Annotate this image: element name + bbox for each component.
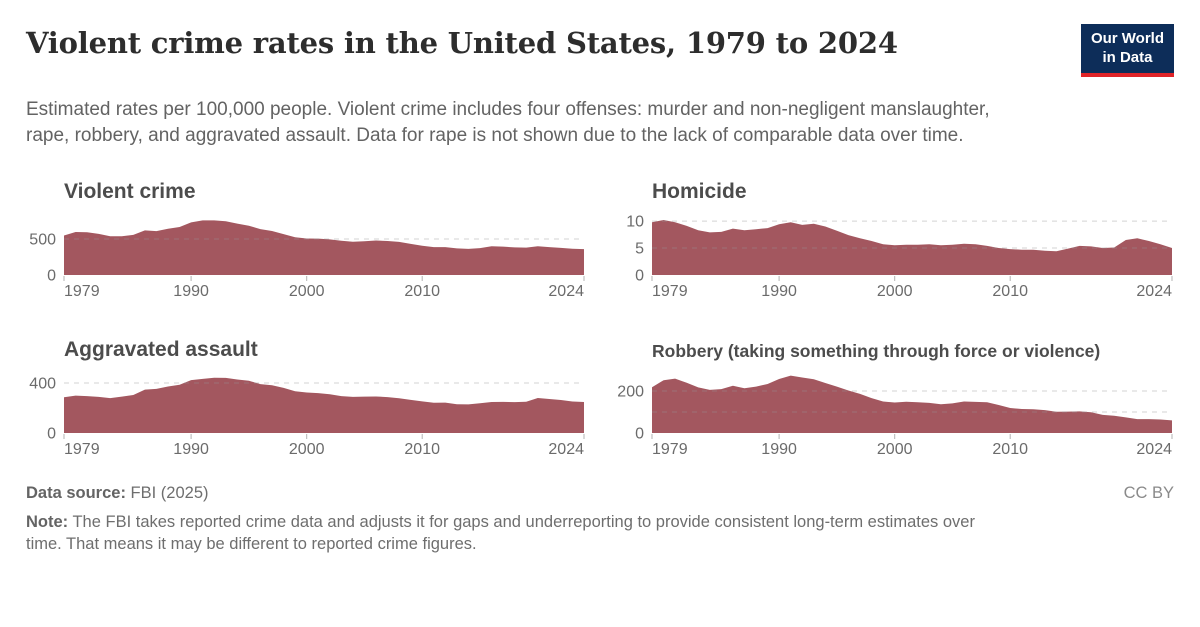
chart-aggravated-assault: [26, 332, 586, 460]
homicide-area-chart: [614, 210, 1174, 302]
logo-text-line1: Our World: [1090, 30, 1164, 47]
note-label: Note:: [26, 512, 69, 531]
x-axis-label: 1979: [64, 282, 100, 300]
y-axis-label: 0: [47, 267, 56, 285]
x-axis-label: 2000: [876, 440, 913, 458]
x-axis-label: 2000: [288, 440, 325, 458]
y-axis-label: 200: [617, 383, 644, 401]
x-axis-label: 2010: [404, 282, 440, 300]
data-source: [26, 484, 209, 503]
y-axis-label: 500: [29, 231, 56, 249]
x-axis-label: 1990: [761, 282, 797, 300]
note-text: The FBI takes reported crime data and adjusts it for gaps and underreporting to provide consistent long-term estimates over time. That means it may be different to reported crime figures.: [26, 512, 975, 554]
x-axis-label: 2024: [1136, 440, 1172, 458]
header: [26, 20, 1174, 77]
page-title: Violent crime rates in the United States, 1979 to 2024: [26, 26, 898, 60]
aggravated-assault-area-chart: [26, 368, 586, 460]
chart-title-homicide: Homicide: [652, 179, 747, 203]
y-axis-label: 5: [635, 240, 644, 258]
violent-crime-area-chart: [26, 210, 586, 302]
chart-title-violent-crime: Violent crime: [64, 179, 196, 203]
area-series: [64, 220, 584, 275]
chart-robbery: [614, 332, 1174, 460]
source-row: [26, 484, 1174, 503]
charts-grid: [26, 174, 1174, 460]
y-axis-label: 0: [47, 425, 56, 443]
x-axis-label: 2000: [876, 282, 913, 300]
license-badge: CC BY: [1123, 483, 1174, 502]
x-axis-label: 2000: [288, 282, 325, 300]
x-axis-label: 2010: [992, 440, 1028, 458]
x-axis-label: 2024: [548, 440, 584, 458]
y-axis-label: 400: [29, 375, 56, 393]
chart-violent-crime: [26, 174, 586, 302]
x-axis-label: 2010: [992, 282, 1028, 300]
x-axis-label: 2010: [404, 440, 440, 458]
x-axis-label: 1979: [652, 440, 688, 458]
note: [26, 511, 986, 557]
x-axis-label: 1979: [652, 282, 688, 300]
y-axis-label: 10: [626, 213, 644, 231]
robbery-area-chart: [614, 368, 1174, 460]
area-series: [652, 375, 1172, 432]
y-axis-label: 0: [635, 267, 644, 285]
x-axis-label: 1990: [761, 440, 797, 458]
data-source-value: FBI (2025): [130, 483, 209, 502]
x-axis-label: 1979: [64, 440, 100, 458]
chart-title-aggravated-assault: Aggravated assault: [64, 337, 258, 361]
x-axis-label: 2024: [1136, 282, 1172, 300]
chart-title-robbery: Robbery (taking something through force or violence): [652, 340, 1101, 361]
chart-homicide: [614, 174, 1174, 302]
area-series: [64, 377, 584, 432]
chart-subtitle: Estimated rates per 100,000 people. Violent crime includes four offenses: murder and non-negligent manslaughter, rape, robbery, and aggravated assault. Data for rape is not shown due to the lack of comparable data over time.: [26, 98, 990, 147]
x-axis-label: 2024: [548, 282, 584, 300]
data-source-label: Data source:: [26, 483, 126, 502]
x-axis-label: 1990: [173, 282, 209, 300]
logo-text-line2: in Data: [1102, 48, 1153, 66]
x-axis-label: 1990: [173, 440, 209, 458]
owid-logo: [1081, 24, 1174, 77]
y-axis-label: 0: [635, 425, 644, 443]
footer: [26, 484, 1174, 557]
